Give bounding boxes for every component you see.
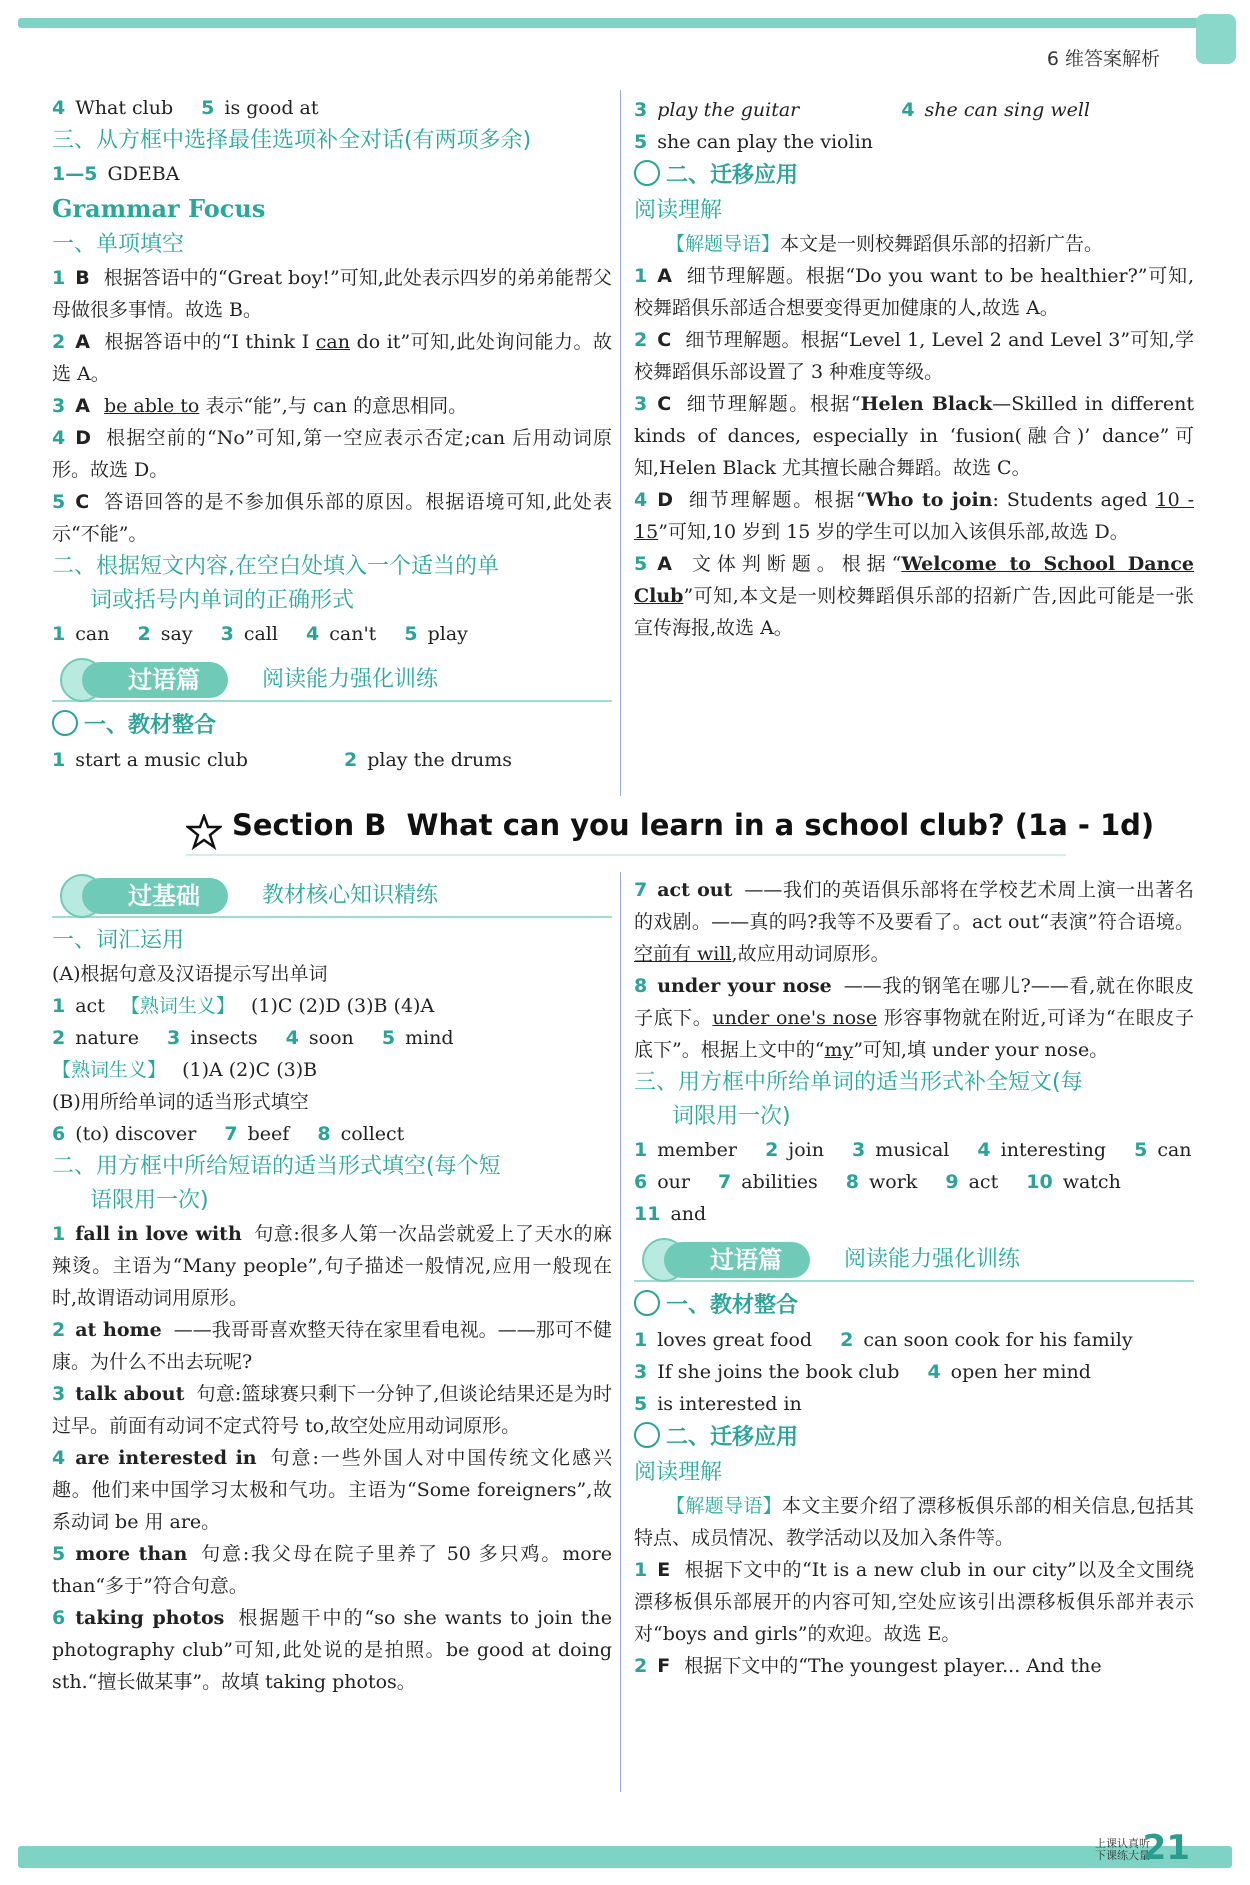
banner-caption: 阅读能力强化训练	[262, 667, 439, 692]
answer-item: 1 A 细节理解题。根据“Do you want to be healthier?”可知,校舞蹈俱乐部适合想要变得更加健康的人,故选 A。	[634, 265, 1194, 319]
answer-line: 4 What club 5 is good at	[52, 97, 319, 119]
subsection-heading: 二、迁移应用	[634, 1420, 1194, 1456]
banner-pill: 过语篇	[664, 1242, 810, 1278]
answer-line: 6 (to) discover 7 beef 8 collect	[52, 1123, 405, 1145]
section-title: Section B What can you learn in a school club? (1a - 1d)	[232, 808, 1155, 842]
banner-caption: 阅读能力强化训练	[844, 1247, 1021, 1272]
answer-item: 3 A be able to 表示“能”,与 can 的意思相同。	[52, 395, 468, 417]
answer-line: 1 loves great food 2 can soon cook for his family	[634, 1329, 1133, 1351]
part-label: (A)根据句意及汉语提示写出单词	[52, 963, 328, 985]
answer-item: 5 A 文体判断题。根据“Welcome to School Dance Club”可知,本文是一则校舞蹈俱乐部的招新广告,因此可能是一张宣传海报,故选 A。	[634, 553, 1195, 639]
answer-item: 4 are interested in 句意:一些外国人对中国传统文化感兴趣。他们来中国学习太极和气功。主语为“Some foreigners”,故系动词 be 用 are。	[52, 1447, 613, 1533]
bottom-left-column	[52, 874, 612, 1698]
answer-item: 5 C 答语回答的是不参加俱乐部的原因。根据语境可知,此处表示“不能”。	[52, 491, 612, 545]
answer-line: 11 and	[634, 1203, 707, 1225]
answer-item: 2 at home ——我哥哥喜欢整天待在家里看电视。——那可不健康。为什么不出去玩呢?	[52, 1319, 612, 1373]
flower-icon	[634, 160, 660, 186]
top-decor-bar	[18, 18, 1232, 28]
part-label: (B)用所给单词的适当形式填空	[52, 1091, 309, 1113]
flower-icon	[52, 710, 78, 736]
banner-pill: 过语篇	[82, 662, 228, 698]
answer-line: 3 If she joins the book club 4 open her mind	[634, 1361, 1091, 1383]
answer-item: 5 more than 句意:我父母在院子里养了 50 多只鸡。more than“多于”符合句意。	[52, 1543, 612, 1597]
answer-line: 1 start a music club 2 play the drums	[52, 749, 512, 771]
subsection-heading: 二、迁移应用	[634, 158, 1194, 194]
answer-item: 6 taking photos 根据题干中的“so she wants to join the photography club”可知,此处说的是拍照。be good at doing sth.“擅长做某事”。故填 taking photos。	[52, 1607, 612, 1693]
answer-line: 5 she can play the violin	[634, 131, 873, 153]
answer-line: 【熟词生义】 (1)A (2)C (3)B	[52, 1059, 318, 1081]
answer-line: 3 play the guitar 4 she can sing well	[634, 99, 1090, 121]
answer-item: 2 A 根据答语中的“I think I can do it”可知,此处询问能力。故选 A。	[52, 331, 612, 385]
section-banner	[52, 874, 612, 918]
answer-item: 2 C 细节理解题。根据“Level 1, Level 2 and Level 3”可知,学校舞蹈俱乐部设置了 3 种难度等级。	[634, 329, 1194, 383]
exercise-heading: 二、用方框中所给短语的适当形式填空(每个短 语限用一次)	[52, 1154, 501, 1213]
answer-item: 3 C 细节理解题。根据“Helen Black—Skilled in different kinds of dances, especially in ‘fusion(融合)’ dance”可知,Helen Black 尤其擅长融合舞蹈。故选 C。	[634, 393, 1194, 479]
bottom-decor-bar	[18, 1846, 1232, 1868]
grammar-focus-title: Grammar Focus	[52, 194, 266, 223]
answer-line: 1 act 【熟词生义】 (1)C (2)D (3)B (4)A	[52, 995, 435, 1017]
mascot-icon	[1196, 14, 1236, 64]
column-divider	[620, 90, 621, 796]
exercise-heading: 三、用方框中所给单词的适当形式补全短文(每 词限用一次)	[634, 1070, 1083, 1129]
flower-icon	[634, 1290, 660, 1316]
exercise-heading: 三、从方框中选择最佳选项补全对话(有两项多余)	[52, 128, 532, 153]
answer-item: 8 under your nose ——我的钢笔在哪儿?——看,就在你眼皮子底下。under one's nose 形容事物就在附近,可译为“在眼皮子底下”。根据上文中的“my”可知,填 under your nose。	[634, 975, 1195, 1061]
reading-heading: 阅读理解	[634, 198, 723, 223]
exercise-heading: 一、词汇运用	[52, 928, 185, 953]
top-right-column	[634, 94, 1194, 644]
answer-item: 3 talk about 句意:篮球赛只剩下一分钟了,但谈论结果还是为时过早。前面有动词不定式符号 to,故空处应用动词原形。	[52, 1383, 612, 1437]
answer-line: 2 nature 3 insects 4 soon 5 mind	[52, 1027, 454, 1049]
section-banner	[52, 658, 612, 702]
banner-caption: 教材核心知识精练	[262, 883, 439, 908]
column-divider	[620, 872, 621, 1792]
answer-item: 1 E 根据下文中的“It is a new club in our city”以及全文围绕漂移板俱乐部展开的内容可知,空处应该引出漂移板俱乐部并表示对“boys and girls”的欢迎。故选 E。	[634, 1559, 1194, 1645]
answer-line: 6 our 7 abilities 8 work 9 act 10 watch	[634, 1171, 1121, 1193]
page-number: 21	[1142, 1828, 1190, 1868]
answer-line: 1—5 GDEBA	[52, 163, 180, 185]
guide-paragraph: 【解题导语】本文主要介绍了漂移板俱乐部的相关信息,包括其特点、成员情况、教学活动以及加入条件等。	[634, 1495, 1194, 1549]
answer-item: 4 D 根据空前的“No”可知,第一空应表示否定;can 后用动词原形。故选 D。	[52, 427, 612, 481]
answer-item: 4 D 细节理解题。根据“Who to join: Students aged 10 - 15”可知,10 岁到 15 岁的学生可以加入该俱乐部,故选 D。	[634, 489, 1194, 543]
subsection-heading: 一、教材整合	[634, 1288, 1194, 1324]
section-banner	[634, 1238, 1194, 1282]
section-underline	[186, 854, 1066, 856]
answer-line: 1 can 2 say 3 call 4 can't 5 play	[52, 623, 468, 645]
top-left-column	[52, 92, 612, 776]
answer-line: 1 member 2 join 3 musical 4 interesting 5 can	[634, 1139, 1192, 1161]
answer-line: 5 is interested in	[634, 1393, 802, 1415]
guide-paragraph: 【解题导语】本文是一则校舞蹈俱乐部的招新广告。	[666, 233, 1104, 255]
answer-item: 1 B 根据答语中的“Great boy!”可知,此处表示四岁的弟弟能帮父母做很多事情。故选 B。	[52, 267, 612, 321]
bottom-right-column	[634, 874, 1194, 1682]
subsection-heading: 一、教材整合	[52, 708, 612, 744]
answer-item: 2 F 根据下文中的“The youngest player... And the	[634, 1655, 1102, 1677]
footer-slogan: 上课认真听 下课练大量	[1095, 1837, 1150, 1862]
answer-item: 1 fall in love with 句意:很多人第一次品尝就爱上了天水的麻辣烫。主语为“Many people”,句子描述一般情况,应用一般现在时,故谓语动词用原形。	[52, 1223, 612, 1309]
reading-heading: 阅读理解	[634, 1460, 723, 1485]
flower-icon	[634, 1422, 660, 1448]
exercise-heading: 一、单项填空	[52, 232, 185, 257]
header-label: 6 维答案解析	[1046, 48, 1160, 70]
banner-pill: 过基础	[82, 878, 228, 914]
answer-item: 7 act out ——我们的英语俱乐部将在学校艺术周上演一出著名的戏剧。——真的吗?我等不及要看了。act out“表演”符合语境。空前有 will,故应用动词原形。	[634, 879, 1194, 965]
exercise-heading: 二、根据短文内容,在空白处填入一个适当的单 词或括号内单词的正确形式	[52, 554, 499, 613]
